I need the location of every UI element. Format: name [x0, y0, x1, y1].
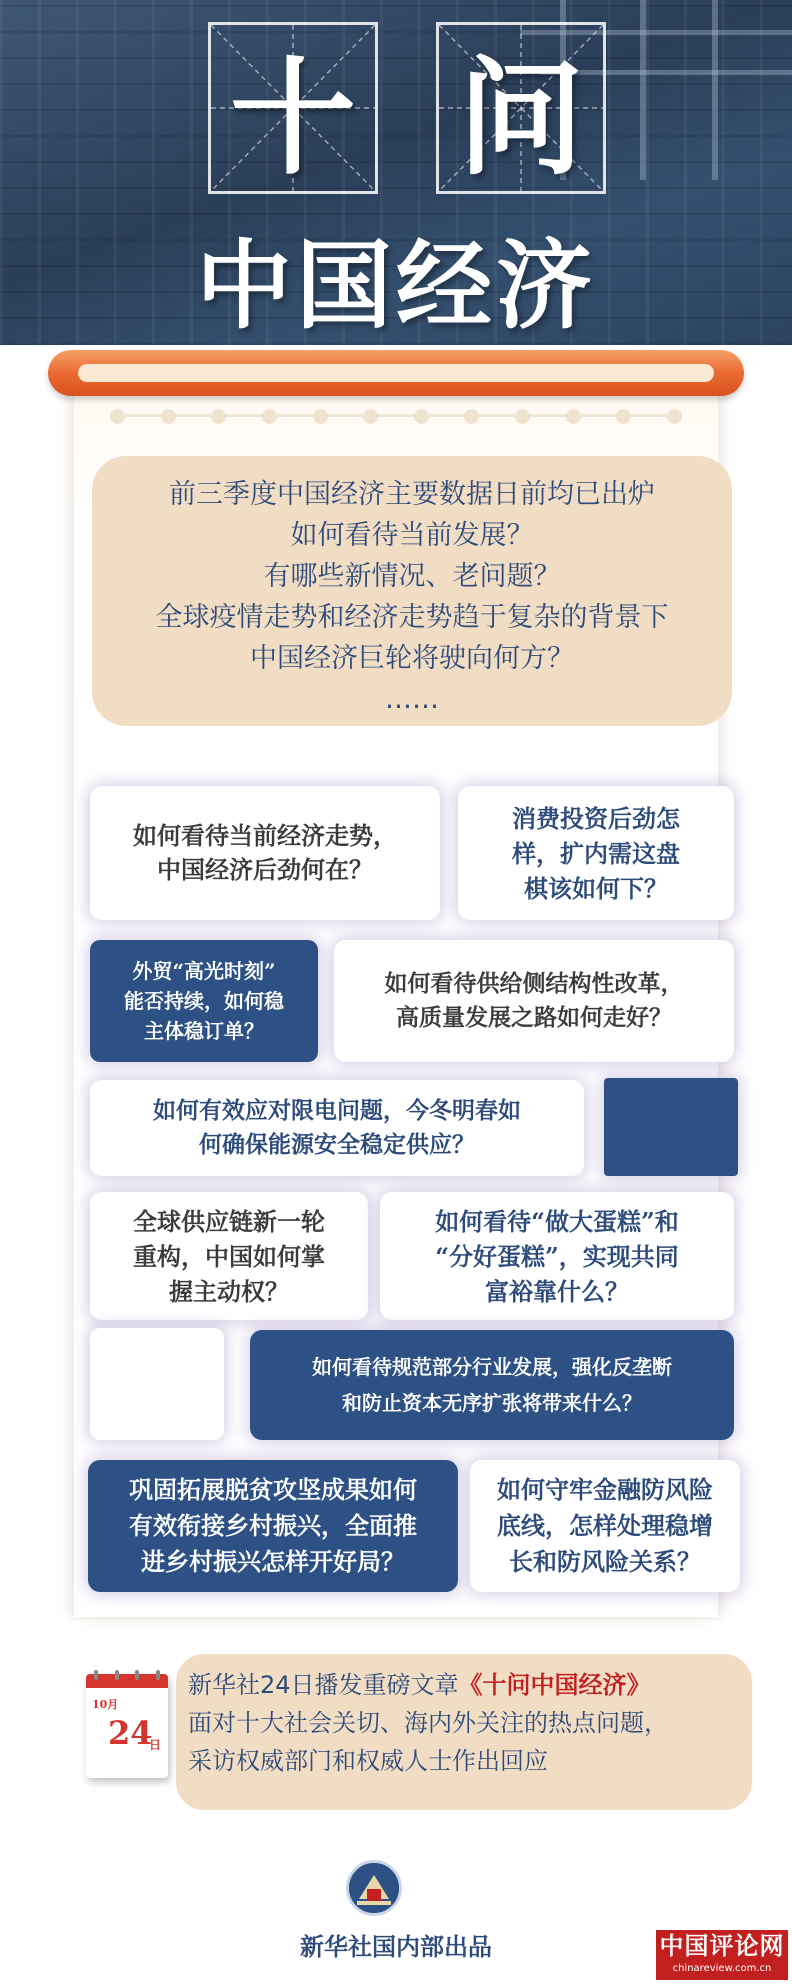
question-line: 外贸“高光时刻” [132, 959, 276, 983]
question-line: 高质量发展之路如何走好？ [396, 1004, 672, 1031]
question-line: 能否持续，如何稳 [124, 989, 284, 1013]
question-line: 握主动权？ [169, 1276, 289, 1306]
intro-line: 中国经济巨轮将驶向何方？ [250, 643, 574, 674]
title-char-wen: 问 [458, 44, 584, 192]
question-line: 进乡村振兴怎样开好局？ [141, 1547, 405, 1576]
question-card-8 [250, 1330, 734, 1440]
question-line: 如何看待供给侧结构性改革， [384, 970, 684, 997]
footer-line-1 [188, 1666, 742, 1704]
question-line: 消费投资后劲怎 [512, 803, 680, 833]
footer-line-3: 采访权威部门和权威人士作出回应 [188, 1747, 548, 1775]
question-line: 有效衔接乡村振兴，全面推 [129, 1511, 417, 1540]
question-card-5 [90, 1080, 584, 1176]
question-card-9 [88, 1460, 458, 1592]
question-line: 长和防风险关系？ [509, 1547, 701, 1576]
question-line: 中国经济后劲何在？ [157, 855, 373, 884]
title-char-shi: 十 [230, 44, 356, 192]
calendar-day: 24 [108, 1714, 153, 1752]
question-line: 如何有效应对限电问题，今冬明春如 [153, 1097, 521, 1124]
question-line: 全球供应链新一轮 [133, 1206, 325, 1236]
question-card-4 [334, 940, 734, 1062]
question-card-6 [90, 1192, 368, 1320]
question-line: “分好蛋糕”，实现共同 [435, 1241, 679, 1271]
page-title: 中国经济 [196, 230, 596, 342]
calendar-icon [86, 1674, 168, 1778]
question-line: 如何守牢金融防风险 [497, 1475, 713, 1504]
question-line: 如何看待规范部分行业发展，强化反垄断 [312, 1355, 672, 1379]
watermark-logo [656, 1930, 788, 1980]
question-line: 何确保能源安全稳定供应？ [199, 1131, 475, 1158]
question-line: 主体稳订单？ [144, 1019, 264, 1043]
intro-line: 全球疫情走势和经济走势趋于复杂的背景下 [155, 602, 669, 633]
question-line: 底线，怎样处理稳增 [497, 1511, 713, 1540]
decorative-white-block [90, 1328, 224, 1440]
intro-line: …… [385, 684, 439, 715]
footer-line-2: 面对十大社会关切、海内外关注的热点问题， [188, 1709, 668, 1737]
question-line: 棋该如何下？ [524, 873, 668, 903]
decorative-blue-block [604, 1078, 738, 1176]
footer-note [176, 1654, 752, 1810]
intro-line: 前三季度中国经济主要数据日前均已出炉 [169, 479, 655, 510]
intro-box [92, 456, 732, 726]
question-line: 巩固拓展脱贫攻坚成果如何 [129, 1475, 417, 1504]
question-card-10 [470, 1460, 740, 1592]
scroll-top-roller [48, 350, 744, 396]
footer-line-1-prefix: 新华社24日播发重磅文章 [188, 1671, 459, 1699]
xinhua-emblem-icon [346, 1860, 402, 1916]
watermark-main: 中国评论网 [659, 1932, 785, 1960]
question-card-2 [458, 786, 734, 920]
question-card-3 [90, 940, 318, 1062]
question-line: 重构，中国如何掌 [133, 1241, 325, 1271]
question-line: 和防止资本无序扩张将带来什么？ [342, 1391, 642, 1415]
question-line: 富裕靠什么？ [484, 1276, 629, 1306]
question-line: 如何看待当前经济走势， [133, 821, 397, 850]
watermark-sub: chinareview.com.cn [672, 1963, 772, 1974]
header-banner [0, 0, 792, 345]
dots-divider [110, 407, 682, 425]
crane-decoration [640, 0, 646, 180]
question-line: 如何看待“做大蛋糕”和 [435, 1206, 679, 1236]
publisher-credit: 新华社国内部出品 [300, 1933, 492, 1961]
question-card-7 [380, 1192, 734, 1320]
intro-line: 如何看待当前发展？ [290, 520, 534, 551]
intro-line: 有哪些新情况、老问题？ [263, 561, 561, 592]
calendar-day-suffix: 日 [149, 1738, 162, 1752]
question-card-1 [90, 786, 440, 920]
calendar-month: 10月 [92, 1698, 119, 1711]
crane-decoration [712, 0, 718, 180]
question-line: 样，扩内需这盘 [512, 838, 680, 868]
article-title: 《十问中国经济》 [458, 1671, 651, 1699]
